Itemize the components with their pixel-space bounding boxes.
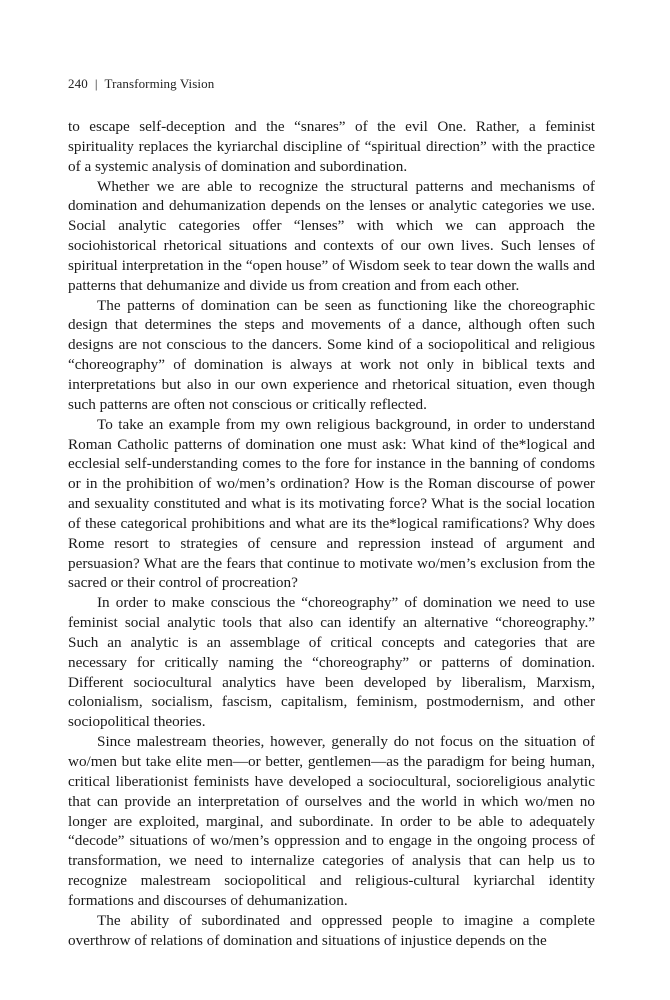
- body-text: [68, 117, 595, 950]
- running-title: Transforming Vision: [104, 76, 215, 91]
- header-separator: |: [94, 76, 98, 91]
- paragraph: Since malestream theories, however, generally do not focus on the situation of wo/men but take elite men—or better, gentlemen—as the paradigm for being human, critical liberationist feminists have developed a sociocultural, socioreligious analytic that can provide an interpretation of ourselves and the world in which wo/men no longer are exploited, marginal, and subordinate. In order to be able to adequately “decode” situations of wo/men’s oppression and to engage in the ongoing process of transformation, we need to internalize categories of analysis that can help us to recognize malestream sociopolitical and religious-cultural kyriarchal identity formations and discourses of dehumanization.: [68, 733, 595, 909]
- paragraph: The ability of subordinated and oppressed people to imagine a complete overthrow of relations of domination and situations of injustice depends on the: [68, 911, 595, 949]
- paragraph: The patterns of domination can be seen as functioning like the choreographic design that determines the steps and movements of a dance, although often such designs are not conscious to the dancers. Some kind of a sociopolitical and religious “choreography” of domination is always at work not only in biblical texts and interpretations but also in our own experience and rhetorical situation, even though such patterns are often not conscious or critically reflected.: [68, 296, 595, 413]
- paragraph-continuation: to escape self-deception and the “snares” of the evil One. Rather, a feminist spirituality replaces the kyriarchal discipline of “spiritual direction” with the practice of a systemic analysis of domination and subordination.: [68, 118, 595, 175]
- page-number: 240: [68, 76, 88, 91]
- paragraph: To take an example from my own religious background, in order to understand Roman Catholic patterns of domination one must ask: What kind of the*logical and ecclesial self-understanding comes to the fore for instance in the banning of condoms or in the prohibition of wo/men’s ordination? How is the Roman discourse of power and sexuality constituted and what is its motivating force? What is the social location of these categorical prohibitions and what are its the*logical ramifications? Why does Rome resort to strategies of censure and repression instead of argument and persuasion? What are the fears that continue to motivate wo/men’s exclusion from the sacred or their control of procreation?: [68, 415, 595, 592]
- paragraph: Whether we are able to recognize the structural patterns and mechanisms of domination and dehumanization depends on the lenses or analytic categories we use. Social analytic categories offer “lenses” with which we can approach the sociohistorical rhetorical situations and contexts of our own lives. Such lenses of spiritual interpretation in the “open house” of Wisdom seek to tear down the walls and patterns that dehumanize and divide us from creation and from each other.: [68, 177, 595, 294]
- running-header: [68, 76, 214, 92]
- paragraph: In order to make conscious the “choreography” of domination we need to use feminist social analytic tools that also can identify an alternative “choreography.” Such an analytic is an assemblage of critical concepts and categories that are necessary for critically naming the “choreography” or patterns of domination. Different sociocultural analytics have been developed by liberalism, Marxism, colonialism, socialism, fascism, capitalism, feminism, postmodernism, and other sociopolitical theories.: [68, 594, 595, 731]
